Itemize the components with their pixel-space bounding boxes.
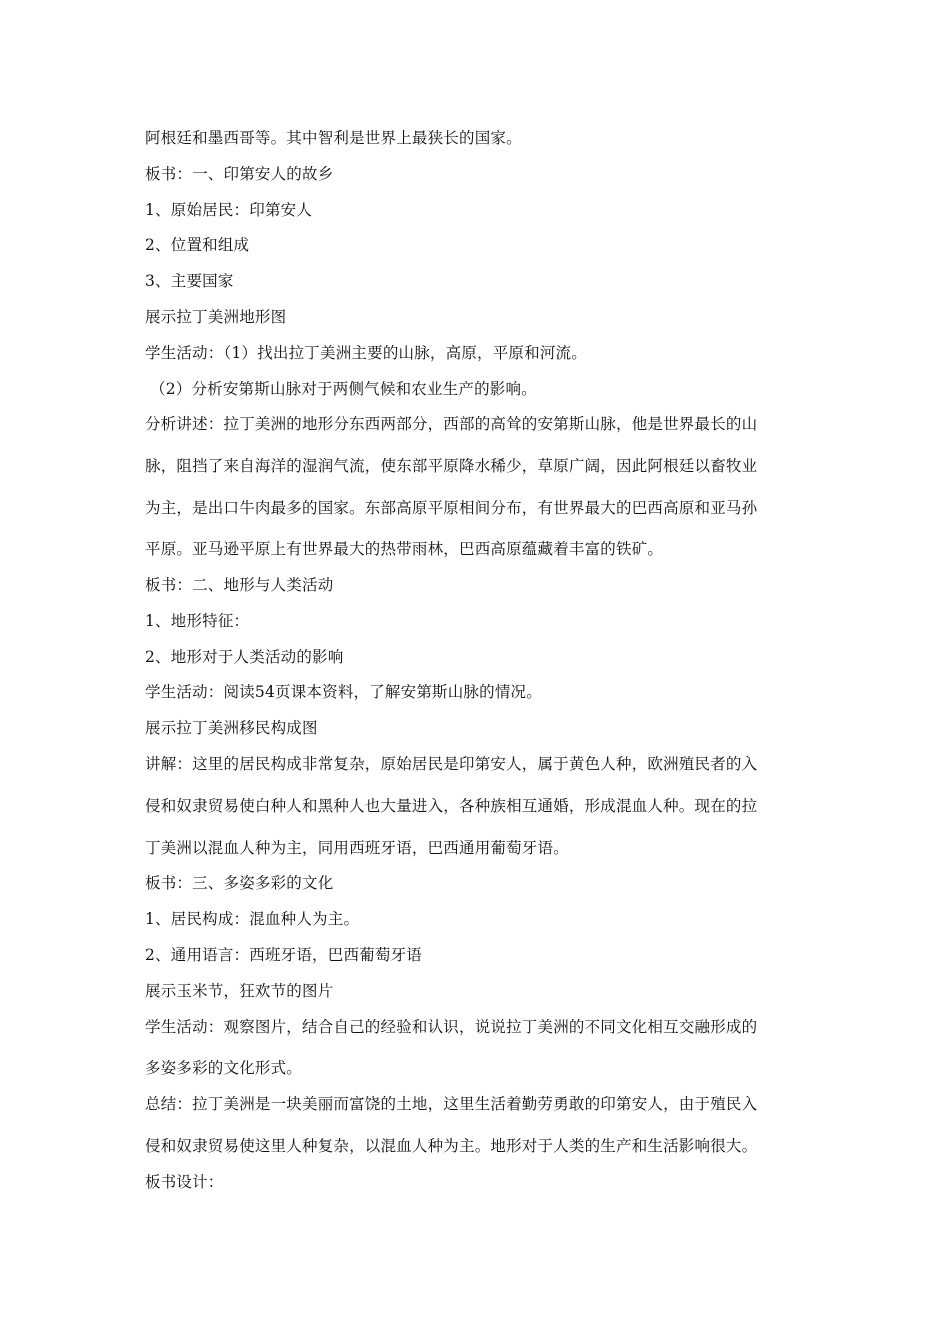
list-item: 2、地形对于人类活动的影响: [145, 648, 344, 666]
list-item: 1、地形特征：: [145, 612, 250, 630]
paragraph-line: 讲解：这里的居民构成非常复杂，原始居民是印第安人，属于黄色人种，欧洲殖民者的入: [145, 755, 758, 773]
list-item: 1、原始居民：印第安人: [145, 201, 313, 219]
list-item: 2、通用语言：西班牙语，巴西葡萄牙语: [145, 946, 422, 964]
paragraph-line: 学生活动：观察图片，结合自己的经验和认识，说说拉丁美洲的不同文化相互交融形成的: [145, 1018, 758, 1036]
board-design-heading: 板书设计：: [145, 1173, 224, 1191]
paragraph-line: 为主，是出口牛肉最多的国家。东部高原平原相间分布，有世界最大的巴西高原和亚马孙: [145, 499, 758, 517]
paragraph-line: 学生活动：阅读54页课本资料，了解安第斯山脉的情况。: [145, 683, 542, 701]
paragraph-line: 展示玉米节，狂欢节的图片: [145, 982, 334, 1000]
summary-line: 总结：拉丁美洲是一块美丽而富饶的土地，这里生活着勤劳勇敢的印第安人，由于殖民入: [145, 1095, 758, 1113]
paragraph-line: 展示拉丁美洲地形图: [145, 308, 287, 326]
list-item: 1、居民构成：混血种人为主。: [145, 910, 360, 928]
paragraph-line: 展示拉丁美洲移民构成图: [145, 719, 318, 737]
paragraph-line: 阿根廷和墨西哥等。其中智利是世界上最狭长的国家。: [145, 129, 522, 147]
paragraph-line: 丁美洲以混血人种为主，同用西班牙语，巴西通用葡萄牙语。: [145, 839, 569, 857]
paragraph-line: 多姿多彩的文化形式。: [145, 1059, 303, 1077]
summary-line: 侵和奴隶贸易使这里人种复杂，以混血人种为主。地形对于人类的生产和生活影响很大。: [145, 1137, 758, 1155]
board-heading-2: 板书：二、地形与人类活动: [145, 576, 334, 594]
board-heading-3: 板书：三、多姿多彩的文化: [145, 874, 334, 892]
paragraph-line: 侵和奴隶贸易使白种人和黑种人也大量进入，各种族相互通婚，形成混血人种。现在的拉: [145, 797, 758, 815]
paragraph-line: 学生活动：（1）找出拉丁美洲主要的山脉，高原，平原和河流。: [145, 344, 587, 362]
paragraph-line: （2）分析安第斯山脉对于两侧气候和农业生产的影响。: [150, 380, 537, 398]
list-item: 2、位置和组成: [145, 236, 250, 254]
paragraph-line: 脉，阻挡了来自海洋的湿润气流，使东部平原降水稀少，草原广阔，因此阿根廷以畜牧业: [145, 457, 758, 475]
board-heading-1: 板书：一、印第安人的故乡: [145, 165, 334, 183]
paragraph-line: 平原。亚马逊平原上有世界最大的热带雨林，巴西高原蕴藏着丰富的铁矿。: [145, 540, 664, 558]
paragraph-line: 分析讲述：拉丁美洲的地形分东西两部分，西部的高耸的安第斯山脉，他是世界最长的山: [145, 415, 758, 433]
list-item: 3、主要国家: [145, 272, 234, 290]
